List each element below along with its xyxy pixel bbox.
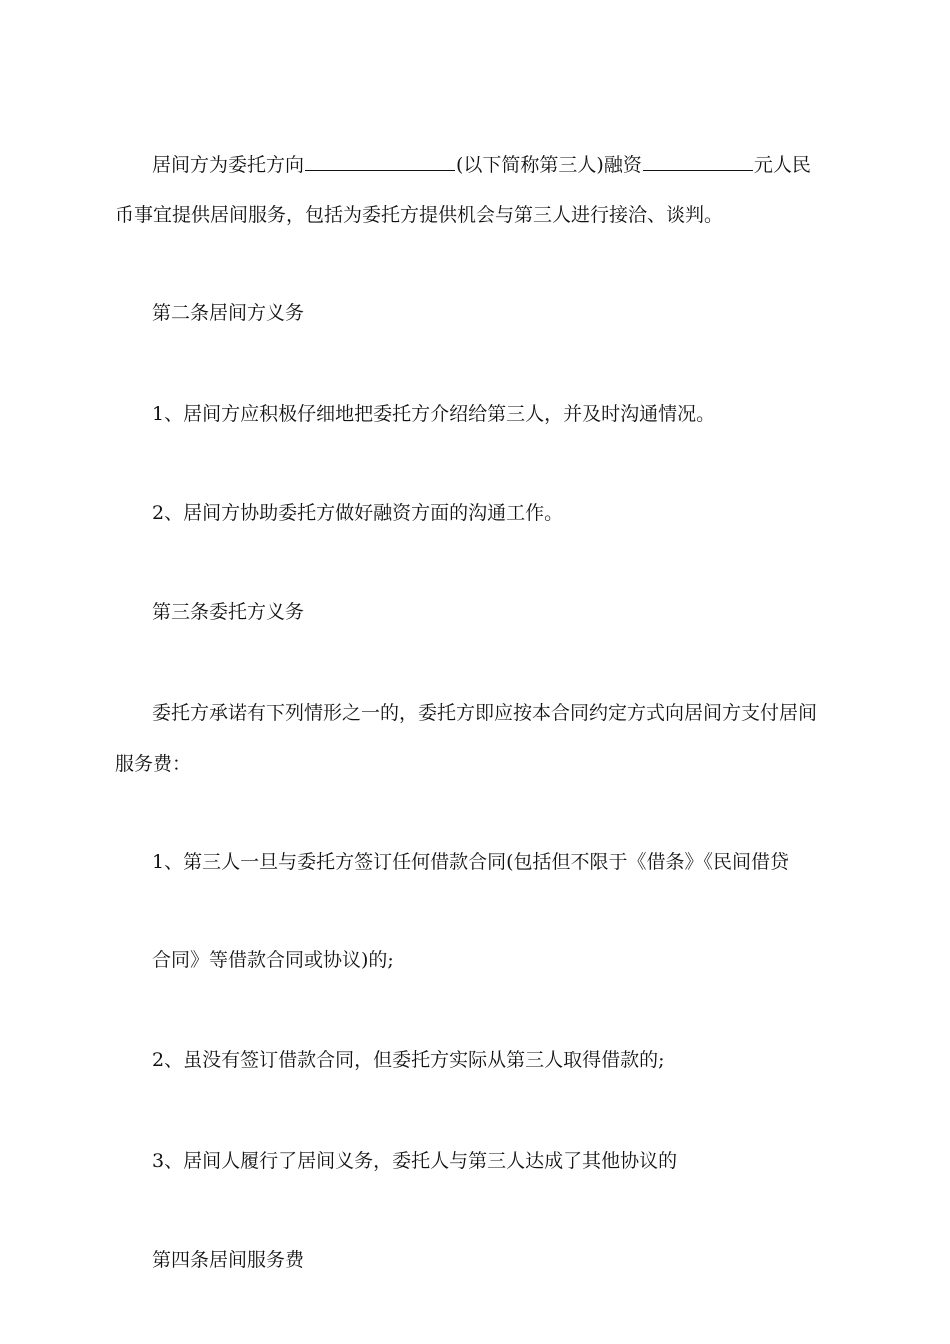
article-3-item-3: 3、居间人履行了居间义务，委托人与第三人达成了其他协议的 [152,1150,678,1172]
article-2-item-1: 1、居间方应积极仔细地把委托方介绍给第三人，并及时沟通情况。 [152,403,716,425]
article-3-heading: 第三条委托方义务 [152,601,305,623]
intro-text-3: 元人民 [753,154,811,176]
paragraph-intro-line1 [152,152,840,177]
article-4-heading: 第四条居间服务费 [152,1249,305,1271]
article-2-item-2: 2、居间方协助委托方做好融资方面的沟通工作。 [152,502,564,524]
article-3-intro-line1: 委托方承诺有下列情形之一的，委托方即应按本合同约定方式向居间方支付居间 [152,702,818,724]
article-3-intro-line2: 服务费： [115,753,192,775]
article-2-heading: 第二条居间方义务 [152,302,305,324]
third-party-blank [305,152,455,171]
intro-text-2: (以下简称第三人)融资 [456,154,642,176]
paragraph-intro-line2: 币事宜提供居间服务，包括为委托方提供机会与第三人进行接洽、谈判。 [115,204,724,226]
intro-text-1: 居间方为委托方向 [152,154,305,176]
article-3-item-1-line2: 合同》等借款合同或协议)的; [152,949,394,971]
article-3-item-2: 2、虽没有签订借款合同，但委托方实际从第三人取得借款的; [152,1049,665,1071]
amount-blank [643,152,753,171]
article-3-item-1-line1: 1、第三人一旦与委托方签订任何借款合同(包括但不限于《借条》《民间借贷 [152,851,790,873]
